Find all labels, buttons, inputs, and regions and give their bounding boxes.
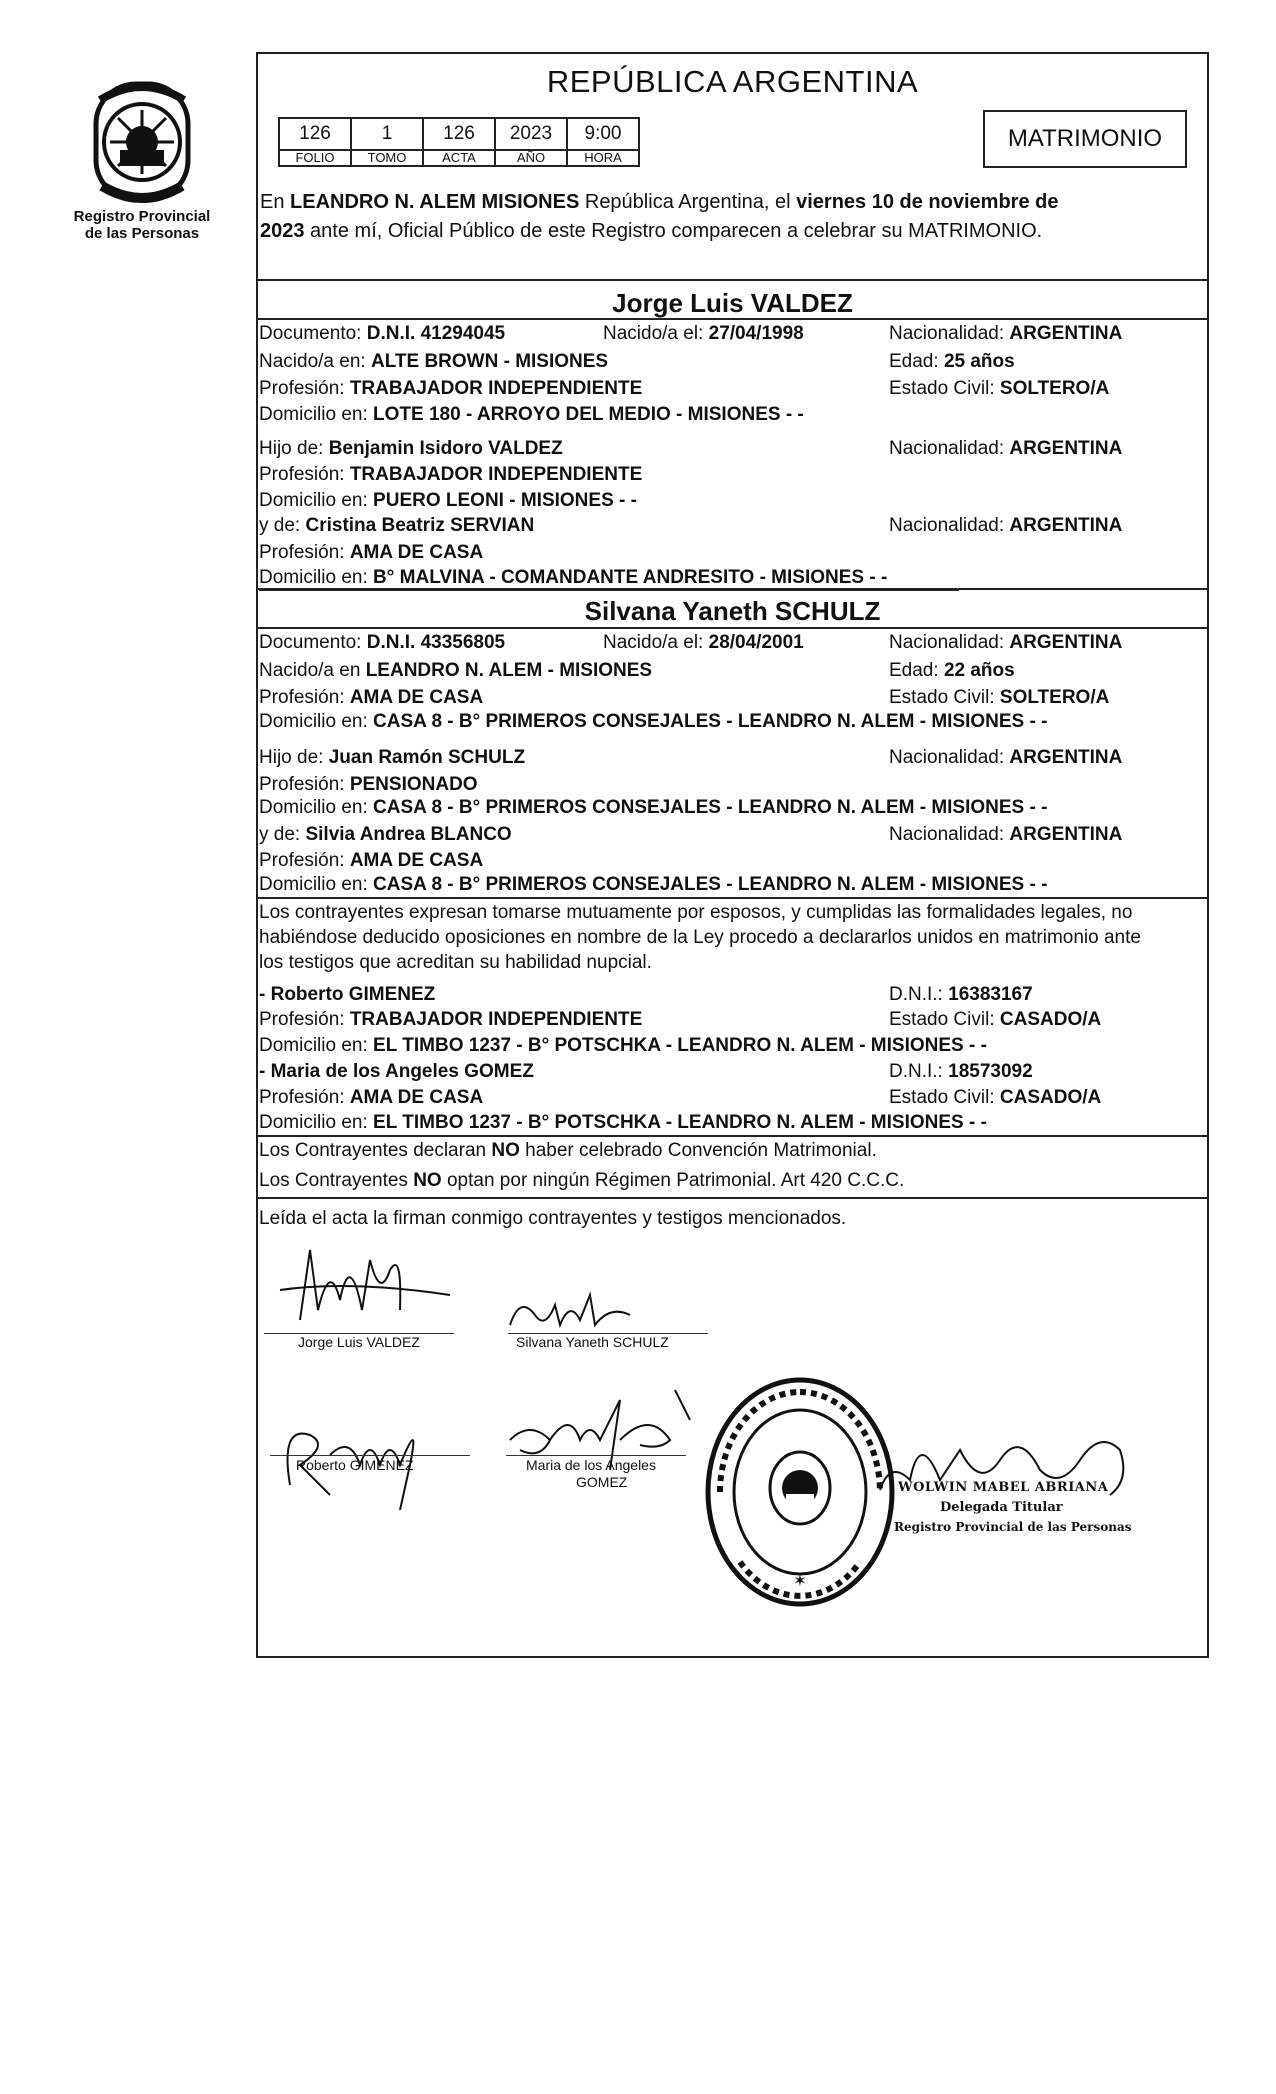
spouse2-father-profession: PENSIONADO xyxy=(349,774,478,795)
field-label: Domicilio en: xyxy=(259,797,368,818)
spouse1-mother-row xyxy=(259,514,1207,538)
regime-text: Los Contrayentes declaran xyxy=(259,1140,492,1161)
witness2-dni: 18573092 xyxy=(948,1061,1033,1082)
witness1-address: EL TIMBO 1237 - B° POTSCHKA - LEANDRO N. ALEM - MISIONES - - xyxy=(373,1035,987,1056)
signature-line xyxy=(506,1455,686,1456)
spouse1-father-profession-row xyxy=(259,463,1207,487)
official-name: WOLWIN MABEL ABRIANA xyxy=(898,1480,1109,1495)
registry-logo xyxy=(72,80,212,242)
spouse1-father-nationality: ARGENTINA xyxy=(1009,438,1123,459)
field-label: Domicilio en: xyxy=(259,874,368,895)
logo-caption-line2: de las Personas xyxy=(84,225,200,242)
field-label: Domicilio en: xyxy=(259,1112,368,1133)
spouse2-mother-address-row xyxy=(259,873,1207,897)
witness1-row-3 xyxy=(259,1034,1207,1058)
spouse1-birthplace: ALTE BROWN - MISIONES xyxy=(370,351,609,372)
regime-line-1 xyxy=(259,1139,1207,1163)
spouse2-address: CASA 8 - B° PRIMEROS CONSEJALES - LEANDRO N. ALEM - MISIONES - - xyxy=(373,711,1048,732)
declaration-line-3: los testigos que acreditan su habilidad nupcial. xyxy=(259,952,652,973)
record-type-box: MATRIMONIO xyxy=(983,110,1187,168)
field-label: Domicilio en: xyxy=(259,1035,368,1056)
spouse1-name: Jorge Luis VALDEZ xyxy=(612,288,853,318)
spouse2-mother-row xyxy=(259,823,1207,847)
witness2-signature-label-1: Maria de los Angeles xyxy=(526,1457,656,1473)
spouse1-row-2 xyxy=(259,350,1207,374)
intro-paragraph xyxy=(260,188,1208,246)
witness1-signature-label: Roberto GIMENEZ xyxy=(296,1457,414,1473)
field-label: Documento: xyxy=(259,632,362,653)
regime-text: Los Contrayentes xyxy=(259,1170,414,1191)
spouse1-mother-address-row xyxy=(259,566,1207,590)
spouse2-father-address: CASA 8 - B° PRIMEROS CONSEJALES - LEANDRO N. ALEM - MISIONES - - xyxy=(373,797,1048,818)
hora-value: 9:00 xyxy=(567,118,639,150)
field-label: y de: xyxy=(259,515,301,536)
witness2-address: EL TIMBO 1237 - B° POTSCHKA - LEANDRO N. ALEM - MISIONES - - xyxy=(373,1112,987,1133)
field-label: Profesión: xyxy=(259,1009,345,1030)
spouse2-signature-label: Silvana Yaneth SCHULZ xyxy=(516,1334,669,1350)
field-label: Estado Civil: xyxy=(889,1087,995,1108)
divider xyxy=(256,897,1209,899)
witness1-row-1 xyxy=(259,983,1207,1007)
folio-value: 126 xyxy=(279,118,351,150)
witness1-name: - Roberto GIMENEZ xyxy=(259,984,436,1005)
closing-line: Leída el acta la firman conmigo contrayentes y testigos mencionados. xyxy=(259,1208,847,1229)
spouse2-row-2 xyxy=(259,659,1207,683)
acta-header: ACTA xyxy=(423,150,495,166)
spouse2-mother-profession: AMA DE CASA xyxy=(349,850,484,871)
spouse1-father-address: PUERO LEONI - MISIONES - - xyxy=(373,490,637,511)
field-label: Edad: xyxy=(889,660,939,681)
divider xyxy=(256,588,1209,590)
spouse2-birthplace: LEANDRO N. ALEM - MISIONES xyxy=(365,660,653,681)
divider xyxy=(256,627,1209,629)
field-label: Nacido/a el: xyxy=(603,632,704,653)
logo-caption-line1: Registro Provincial xyxy=(73,208,211,225)
field-label: Estado Civil: xyxy=(889,1009,995,1030)
field-label: D.N.I.: xyxy=(889,984,943,1005)
field-label: Profesión: xyxy=(259,1087,345,1108)
witness2-row-3 xyxy=(259,1111,1207,1135)
spouse1-age: 25 años xyxy=(943,351,1015,372)
anio-value: 2023 xyxy=(495,118,567,150)
field-label: Nacido/a el: xyxy=(603,323,704,344)
spouse1-father: Benjamin Isidoro VALDEZ xyxy=(328,438,563,459)
spouse1-father-row xyxy=(259,437,1207,461)
spouse2-birthdate: 28/04/2001 xyxy=(708,632,804,653)
acta-value: 126 xyxy=(423,118,495,150)
spouse1-nationality: ARGENTINA xyxy=(1009,323,1123,344)
witness1-dni: 16383167 xyxy=(948,984,1033,1005)
underline xyxy=(259,590,959,591)
spouse1-address: LOTE 180 - ARROYO DEL MEDIO - MISIONES - - xyxy=(373,404,804,425)
spouse2-signature-icon xyxy=(500,1285,650,1335)
witness2-name: - Maria de los Angeles GOMEZ xyxy=(259,1061,534,1082)
spouse1-mother: Cristina Beatriz SERVIAN xyxy=(305,515,535,536)
spouse2-row-4 xyxy=(259,710,1207,734)
witness2-profession: AMA DE CASA xyxy=(349,1087,484,1108)
spouse1-signature-icon xyxy=(270,1240,470,1340)
spouse1-mother-profession-row xyxy=(259,541,1207,565)
tomo-header: TOMO xyxy=(351,150,423,166)
spouse1-row-4 xyxy=(259,403,1207,427)
field-label: Domicilio en: xyxy=(259,567,368,588)
spouse2-father: Juan Ramón SCHULZ xyxy=(328,747,526,768)
field-label: Nacionalidad: xyxy=(889,515,1005,536)
witness1-civil-status: CASADO/A xyxy=(999,1009,1102,1030)
divider xyxy=(256,318,1209,320)
field-label: Estado Civil: xyxy=(889,687,995,708)
registration-table xyxy=(278,117,640,167)
witness1-row-2 xyxy=(259,1008,1207,1032)
spouse1-mother-nationality: ARGENTINA xyxy=(1009,515,1123,536)
hora-header: HORA xyxy=(567,150,639,166)
svg-text:✶: ✶ xyxy=(793,1571,807,1590)
anio-header: AÑO xyxy=(495,150,567,166)
spouse1-row-3 xyxy=(259,377,1207,401)
official-org: Registro Provincial de las Personas xyxy=(894,1520,1132,1534)
spouse2-mother-profession-row xyxy=(259,849,1207,873)
field-label: Domicilio en: xyxy=(259,490,368,511)
witness1-profession: TRABAJADOR INDEPENDIENTE xyxy=(349,1009,643,1030)
intro-date-1: viernes 10 de noviembre de xyxy=(796,191,1059,213)
divider xyxy=(256,1197,1209,1199)
spouse2-mother-address: CASA 8 - B° PRIMEROS CONSEJALES - LEANDRO N. ALEM - MISIONES - - xyxy=(373,874,1048,895)
official-signature-icon xyxy=(870,1420,1140,1510)
spouse2-age: 22 años xyxy=(943,660,1015,681)
intro-text-2: República Argentina, el xyxy=(579,191,797,213)
regime-emphasis: NO xyxy=(491,1140,520,1161)
regime-line-2 xyxy=(259,1169,1207,1193)
official-title: Delegada Titular xyxy=(940,1500,1063,1515)
spouse2-civil-status: SOLTERO/A xyxy=(999,687,1110,708)
document-title: REPÚBLICA ARGENTINA xyxy=(546,64,919,99)
field-label: Domicilio en: xyxy=(259,404,368,425)
spouse1-mother-profession: AMA DE CASA xyxy=(349,542,484,563)
field-label: y de: xyxy=(259,824,301,845)
witness2-row-2 xyxy=(259,1086,1207,1110)
field-label: Profesión: xyxy=(259,774,345,795)
spouse2-nationality: ARGENTINA xyxy=(1009,632,1123,653)
field-label: Profesión: xyxy=(259,464,345,485)
divider xyxy=(256,1135,1209,1137)
spouse2-documento: D.N.I. 43356805 xyxy=(366,632,506,653)
witness2-row-1 xyxy=(259,1060,1207,1084)
intro-text-1: En xyxy=(260,191,291,213)
intro-place: LEANDRO N. ALEM MISIONES xyxy=(290,191,580,213)
spouse1-documento: D.N.I. 41294045 xyxy=(366,323,506,344)
regime-text: haber celebrado Convención Matrimonial. xyxy=(519,1140,877,1161)
field-label: Hijo de: xyxy=(259,438,324,459)
witness2-civil-status: CASADO/A xyxy=(999,1087,1102,1108)
spouse2-row-1 xyxy=(259,631,1207,655)
spouse2-father-nationality: ARGENTINA xyxy=(1009,747,1123,768)
spouse2-father-row xyxy=(259,746,1207,770)
field-label: Profesión: xyxy=(259,378,345,399)
spouse2-father-address-row xyxy=(259,796,1207,820)
intro-date-2: 2023 xyxy=(260,220,305,242)
spouse2-mother-nationality: ARGENTINA xyxy=(1009,824,1123,845)
field-label: Profesión: xyxy=(259,687,345,708)
spouse1-birthdate: 27/04/1998 xyxy=(708,323,804,344)
field-label: Edad: xyxy=(889,351,939,372)
divider xyxy=(256,279,1209,281)
field-label: Estado Civil: xyxy=(889,378,995,399)
field-label: Nacionalidad: xyxy=(889,747,1005,768)
spouse2-name: Silvana Yaneth SCHULZ xyxy=(584,596,881,626)
intro-text-3: ante mí, Oficial Público de este Registro comparecen a celebrar su MATRIMONIO. xyxy=(304,220,1043,242)
witness2-signature-label-2: GOMEZ xyxy=(576,1474,628,1490)
spouse2-row-3 xyxy=(259,686,1207,710)
declaration-line-2: habiéndose deducido oposiciones en nombre de la Ley procedo a declararlos unidos en matrimonio ante xyxy=(259,927,1141,948)
spouse1-mother-address: B° MALVINA - COMANDANTE ANDRESITO - MISIONES - - xyxy=(373,567,888,588)
spouse1-father-profession: TRABAJADOR INDEPENDIENTE xyxy=(349,464,643,485)
spouse2-mother: Silvia Andrea BLANCO xyxy=(305,824,512,845)
field-label: Domicilio en: xyxy=(259,711,368,732)
spouse1-profession: TRABAJADOR INDEPENDIENTE xyxy=(349,378,643,399)
field-label: Nacido/a en: xyxy=(259,351,366,372)
field-label: Nacionalidad: xyxy=(889,323,1005,344)
field-label: Profesión: xyxy=(259,850,345,871)
folio-header: FOLIO xyxy=(279,150,351,166)
field-label: Nacionalidad: xyxy=(889,632,1005,653)
signature-line xyxy=(270,1455,470,1456)
field-label: Documento: xyxy=(259,323,362,344)
regime-text: optan por ningún Régimen Patrimonial. Art 420 C.C.C. xyxy=(441,1170,905,1191)
field-label: Hijo de: xyxy=(259,747,324,768)
spouse1-signature-label: Jorge Luis VALDEZ xyxy=(298,1334,420,1350)
regime-emphasis: NO xyxy=(413,1170,442,1191)
tomo-value: 1 xyxy=(351,118,423,150)
declaration-line-1: Los contrayentes expresan tomarse mutuamente por esposos, y cumplidas las formalidades legales, no xyxy=(259,902,1133,923)
spouse2-father-profession-row xyxy=(259,773,1207,797)
spouse2-profession: AMA DE CASA xyxy=(349,687,484,708)
field-label: Nacido/a en xyxy=(259,660,361,681)
spouse1-civil-status: SOLTERO/A xyxy=(999,378,1110,399)
spouse1-row-1 xyxy=(259,322,1207,346)
province-emblem-icon xyxy=(90,80,194,204)
field-label: Nacionalidad: xyxy=(889,824,1005,845)
field-label: Nacionalidad: xyxy=(889,438,1005,459)
field-label: Profesión: xyxy=(259,542,345,563)
spouse1-father-address-row xyxy=(259,489,1207,513)
field-label: D.N.I.: xyxy=(889,1061,943,1082)
